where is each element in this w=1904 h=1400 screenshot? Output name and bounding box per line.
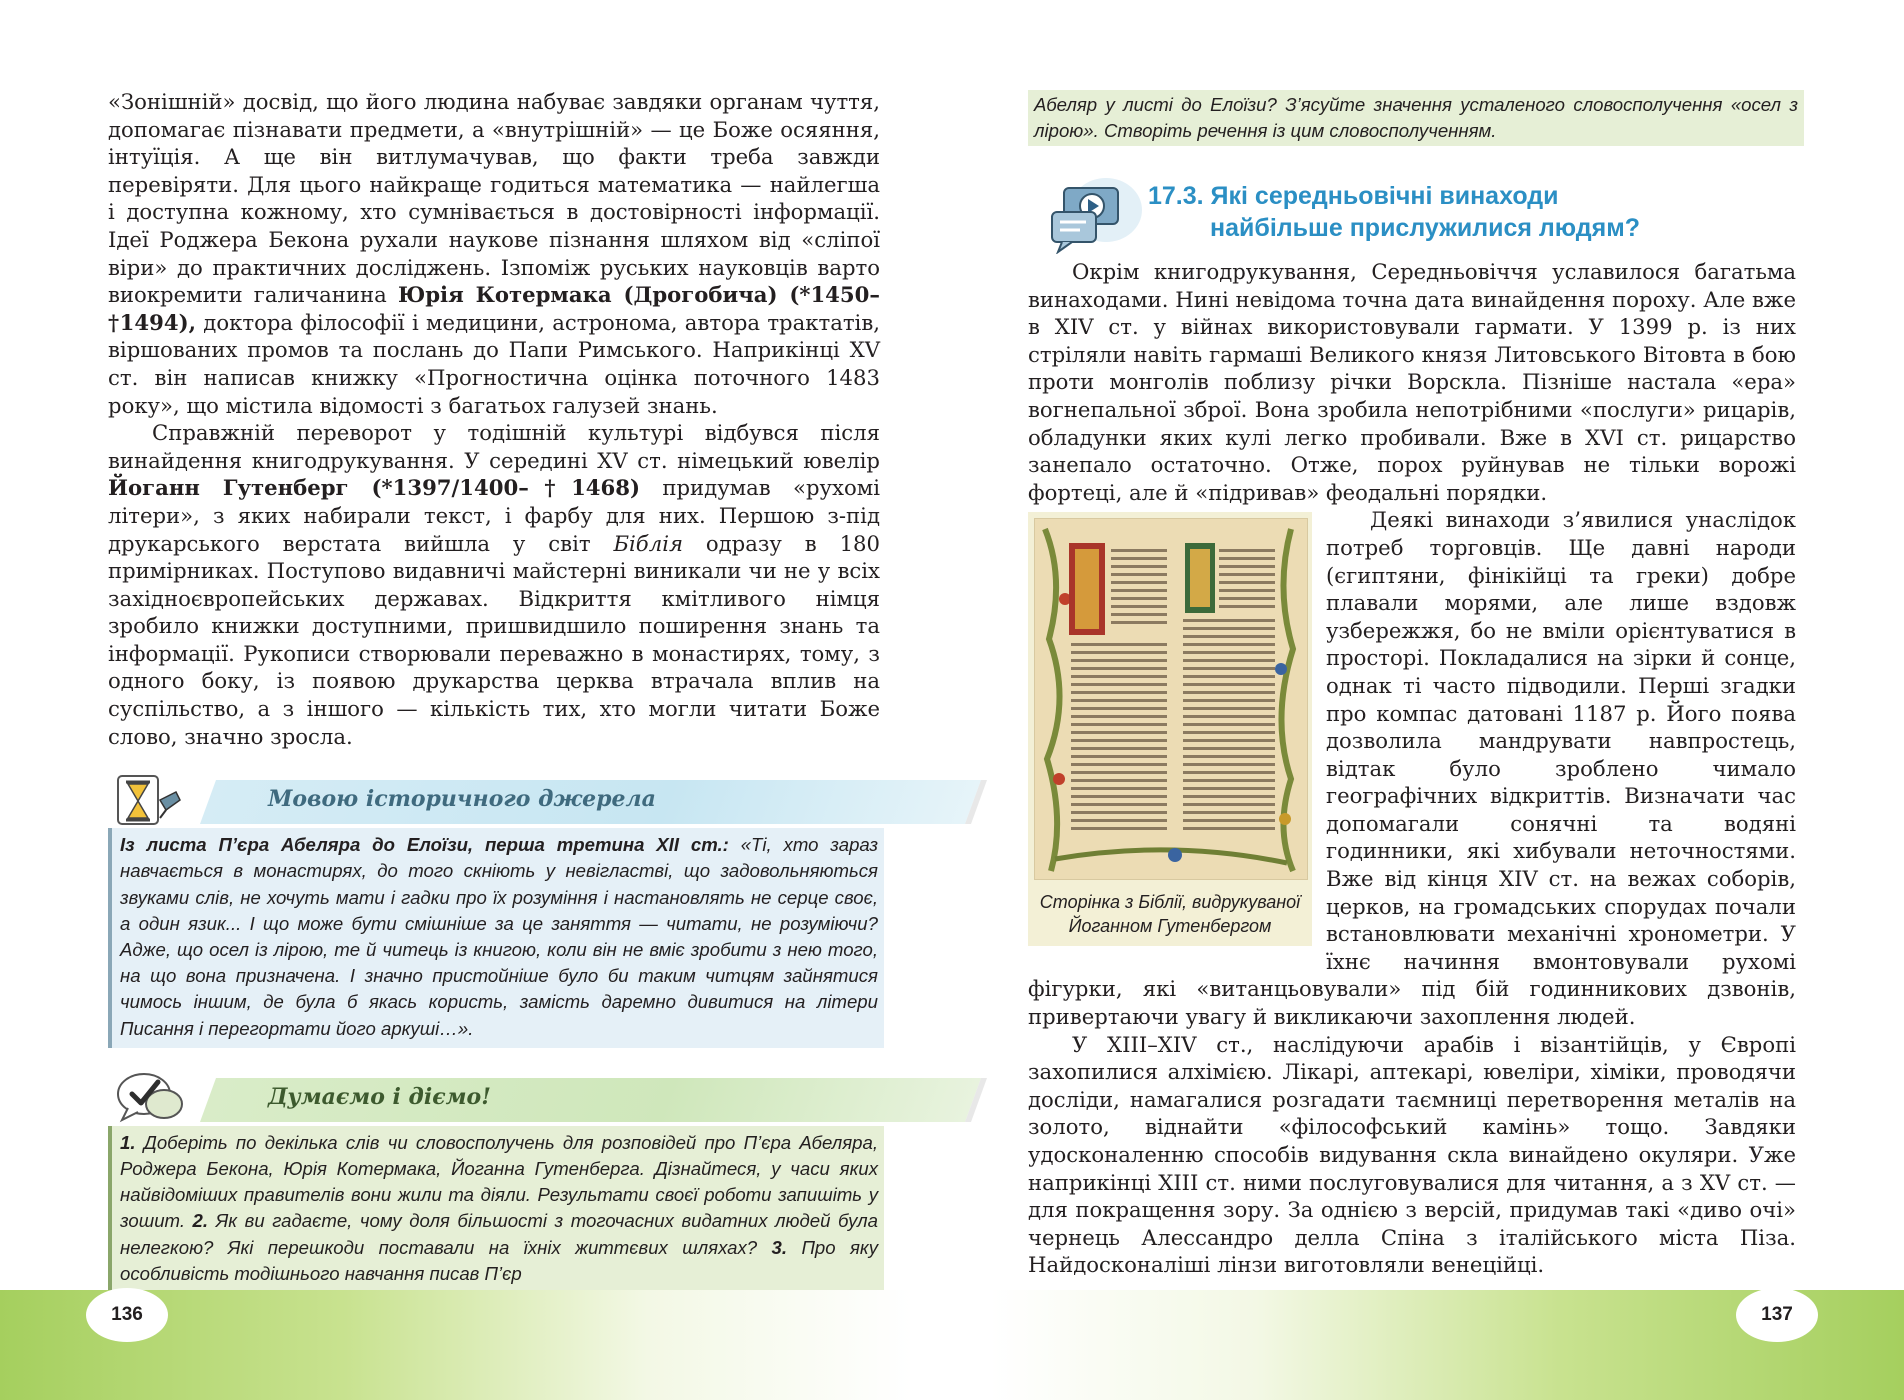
task-text-2: Як ви гадаєте, чому доля більшості з тогочасних видатних людей була нелегкою? Які перешкоди поставали на їхніх життєвих шляхах? [120, 1210, 878, 1258]
task-box [108, 1126, 884, 1293]
footer-band [0, 1290, 1904, 1400]
task-section-title: Думаємо і діємо! [268, 1083, 491, 1110]
task-section-header [108, 1068, 880, 1126]
page-number-right: 137 [1736, 1288, 1818, 1342]
bible-page-illustration [1035, 519, 1307, 879]
task-continuation: Абеляр у листі до Елоїзи? З’ясуйте значення усталеного словосполучення «осел з лірою». Створіть речення із цим словосполученням. [1028, 90, 1804, 146]
source-quote-box [108, 828, 884, 1048]
task-text-3: Про яку особливість тодішнього навчання писав П’єр [120, 1236, 878, 1284]
task-number-2: 2. [192, 1210, 209, 1232]
kotermak-name: Юрія Котермака (Дрогобича) (*1450–†1494), [108, 282, 881, 335]
hourglass-icon [114, 770, 186, 830]
source-section-title: Мовою історичного джерела [268, 786, 656, 813]
question-title-line-1: 17.3. Які середньовічні винаходи [1148, 182, 1559, 210]
left-body-text [108, 88, 880, 750]
bible-word: Біблія [613, 530, 684, 556]
right-page [1028, 90, 1796, 1279]
figure-caption: Сторінка з Біблії, видрукуваної Йоганном Гутенбергом [1039, 892, 1301, 937]
question-title-line-2: найбільше прислужилися людям? [1210, 214, 1641, 242]
left-paragraph-2: Справжній переворот у тодішній культурі відбувся після винайдення книгодрукування. У середині XV ст. німецький ювелір Йоганн Гутенберг (*1397/1400–†1468) придумав «рухомі літери», з яких набирали текст, і фарбу для них. Першою з-під друкарського верстата вийшла у світ Біблія одразу в 180 примірниках. Поступово видавничі майстерні виникали чи не у всіх західноєвропейських державах. Відкриття кмітливого німця зробило книжки доступними, пришвидшило поширення знань та інформації. Рукописи створювали переважно в монастирях, тому, з одного боку, із появою друкарства церква втрачала вплив на суспільство, а з іншого — кількість тих, хто могли читати Боже слово, значно зросла. [108, 420, 881, 749]
task-number-3: 3. [771, 1236, 788, 1258]
left-page [108, 88, 880, 1293]
gutenberg-name: Йоганн Гутенберг (*1397/1400–†1468) [108, 475, 641, 501]
right-paragraph-3: У XIII–XIV ст., наслідуючи арабів і візантійців, у Європі захопилися алхімією. Лікарі, аптекарі, ювеліри, хіміки, проводячи досліди, намагалися розгадати таємниці перетворення металів на золото, віднайти «філософський камінь» тощо. Завдяки удосконаленню способів видування скла винайдено окуляри. Уже наприкінці XIII ст. ними послуговувалися для читання, а з XV ст. — для покращення зору. За однією з версій, придумав такі «диво очі» чернець Алессандро делла Спіна з італійського міста Піза. Найдосконаліші лінзи виготовляли венеційці. [1028, 1031, 1796, 1278]
source-quote-text: «Ті, хто зараз навчається в монастирях, до того скніють у невігластві, що задовольняються звуками слів, не хочуть мати і гадки про їх розуміння і настановлять не серце своє, а один язик... І що може бути смішніше за це заняття — читати, не розуміючи? Адже, що осел із лірою, те й читець із книгою, коли він не вміє зробити з нею того, на що вона призначена. І значно пристойніше було би таким читцям зайнятися чимось іншим, де була б якась користь, замість даремно дивитися на літери Писання і перегортати його аркуші…». [120, 834, 878, 1039]
right-body-text [1028, 258, 1796, 1279]
page-number-left: 136 [86, 1288, 168, 1342]
question-title [1148, 180, 1640, 244]
left-paragraph-1: «Зонішній» досвід, що його людина набуває завдяки органам чуття, допомагає пізнавати предмети, а «внутрішній» — це Боже осяяння, інтуїція. А ще він витлумачував, що факти треба завжди перевіряти. Для цього найкраще годиться математика — найлегша і доступна кожному, хто сумнівається в достовірності інформації. Ідеї Роджера Бекона рухали наукове пізнання шляхом від «сліпої віри» до практичних досліджень. Ізпоміж руських науковців варто виокремити галичанина Юрія Котермака (Дрогобича) (*1450–†1494), доктора філософії і медицини, астронома, автора трактатів, віршованих промов та послань до Папи Римського. Наприкінці XV ст. він написав книжку «Прогностична оцінка поточного 1483 року», що містила відомості з багатьох галузей знань. [108, 89, 881, 418]
bible-page-figure [1028, 512, 1312, 946]
right-paragraph-2: Деякі винаходи з’явилися унаслідок потреб торговців. Ще давні народи (єгиптяни, фінікійці та греки) добре плавали морями, але лише вздовж узбережжя, бо не вміли орієнтуватися в просторі. Покладалися на зірки й сонце, однак ті часто підводили. Перші згадки про компас датовані 1187 р. Його поява дозволила мандрувати навпростець, відтак було зроблено чимало географічних відкриттів. Визначати час допомагали сонячні та водяні годинники, які хибували неточностями. Вже від кінця XIV ст. на вежах соборів, церков, на громадських спорудах почали встановлювати механічні хронометри. У їхнє начиння вмонтовували рухомі фігурки, які «витанцьовували» під бій годинникових дзвонів, привертаючи увагу й викликаючи захоплення людей. [1028, 507, 1796, 1030]
video-chat-icon [1048, 176, 1144, 254]
right-paragraph-1: Окрім книгодрукування, Середньовіччя уславилося багатьма винаходами. Нині невідома точна дата винайдення пороху. Але вже в XIV ст. у війнах використовували гармати. У 1399 р. із них стріляли навіть гармаші Великого князя Литовського Вітовта в бою проти монголів поблизу річки Ворскла. Пізніше настала «ера» вогнепальної зброї. Вона зробила непотрібними «послуги» рицарів, обладунки яких кулі легко пробивали. Вже в XVI ст. рицарство занепало остаточно. Отже, порох руйнував не тільки ворожі фортеці, але й «підривав» феодальні порядки. [1028, 259, 1796, 505]
gutenberg-bible-image [1034, 518, 1308, 880]
task-number-1: 1. [120, 1131, 136, 1153]
source-section-header [108, 770, 880, 828]
checkmark-speech-icon [114, 1068, 186, 1128]
task-text-1: Доберіть по декілька слів чи словосполучень для розповідей про П’єра Абеляра, Роджера Бекона, Юрія Котермака, Йоганна Гутенберга. Дізнайтеся, у часи яких найвідоміших правителів вони жили та діяли. Результати своєї роботи запишіть у зошит. [120, 1131, 878, 1232]
question-heading [1028, 176, 1796, 258]
source-reference: Із листа П’єра Абеляра до Елоїзи, перша третина XII ст.: [120, 834, 729, 856]
